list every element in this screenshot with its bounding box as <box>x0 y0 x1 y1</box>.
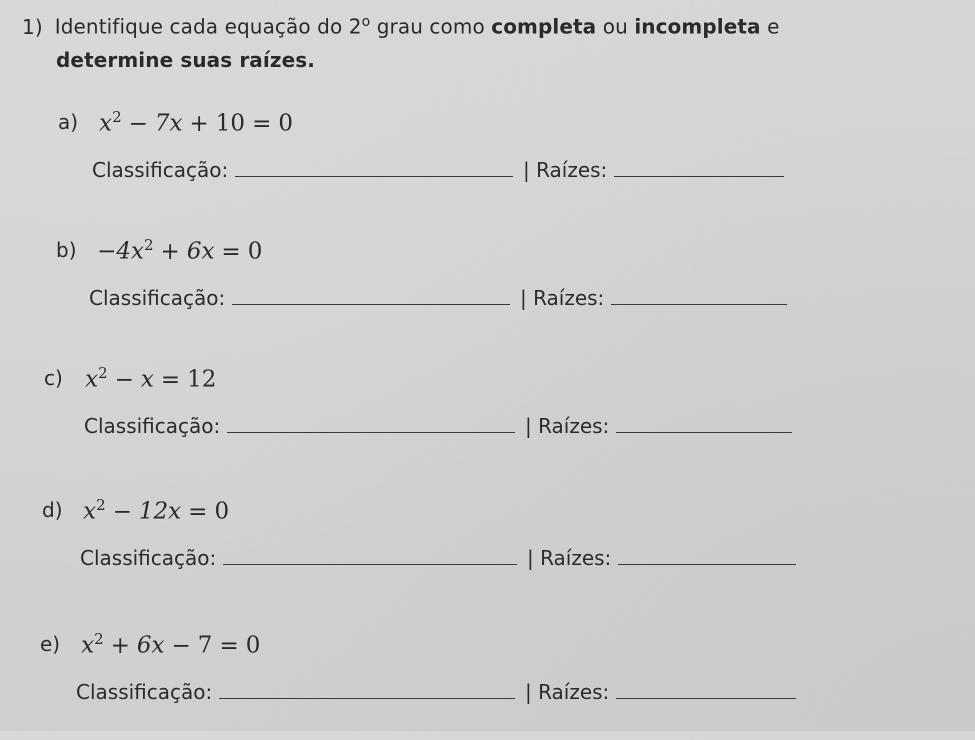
eq-exponent: 2 <box>94 630 104 648</box>
eq-term: 6x <box>186 238 215 265</box>
eq-term: 0 <box>245 632 261 659</box>
item-letter: b) <box>56 238 77 263</box>
eq-exponent: 2 <box>98 364 108 382</box>
item-letter: a) <box>58 110 79 135</box>
classificacao-label: Classificação: <box>92 158 229 182</box>
eq-term: 0 <box>278 110 293 137</box>
eq-operator: + <box>189 110 209 137</box>
eq-term: x <box>140 366 154 393</box>
classificacao-label: Classificação: <box>84 414 221 438</box>
raizes-label: | Raízes: <box>524 680 610 704</box>
equation-row <box>44 364 216 396</box>
eq-equals: = <box>188 498 208 525</box>
classificacao-blank[interactable] <box>235 158 513 177</box>
eq-term: 7x <box>154 110 183 137</box>
eq-term: x <box>81 632 95 659</box>
equation <box>85 364 216 393</box>
eq-term: 12x <box>138 498 182 525</box>
eq-operator: − <box>171 632 191 659</box>
classificacao-blank[interactable] <box>219 680 515 699</box>
statement-text-2: grau como <box>370 14 492 39</box>
raizes-blank[interactable] <box>614 158 784 177</box>
equation <box>83 496 229 525</box>
equation <box>97 236 262 265</box>
equation-row <box>56 236 262 268</box>
eq-equals: = <box>252 110 272 137</box>
raizes-label: | Raízes: <box>526 546 612 570</box>
eq-exponent: 2 <box>112 108 122 126</box>
equation-row <box>40 630 260 662</box>
answer-row <box>84 414 792 438</box>
answer-row <box>92 158 784 182</box>
eq-equals: = <box>221 238 241 265</box>
keyword-completa: completa <box>491 14 597 39</box>
equation <box>81 630 260 659</box>
raizes-label: | Raízes: <box>519 286 605 310</box>
exercise-number: 1) <box>22 14 43 39</box>
eq-operator: − <box>128 110 148 137</box>
degree-number: 2 <box>348 14 362 39</box>
eq-term: 7 <box>197 632 213 659</box>
eq-operator: − <box>112 498 132 525</box>
item-letter: d) <box>42 498 63 523</box>
item-letter: c) <box>44 366 63 391</box>
classificacao-blank[interactable] <box>232 286 510 305</box>
eq-term: 0 <box>247 238 263 265</box>
eq-exponent: 2 <box>143 236 154 254</box>
eq-equals: = <box>160 366 181 393</box>
keyword-incompleta: incompleta <box>634 14 761 39</box>
classificacao-label: Classificação: <box>89 286 226 310</box>
equation <box>99 108 293 137</box>
eq-term: −4x <box>97 238 144 265</box>
eq-exponent: 2 <box>96 496 106 514</box>
raizes-blank[interactable] <box>616 680 796 699</box>
eq-term: 10 <box>215 110 246 137</box>
classificacao-blank[interactable] <box>223 546 517 565</box>
answer-row <box>80 546 796 570</box>
eq-term: 12 <box>187 366 217 393</box>
degree-symbol: o <box>361 14 371 30</box>
raizes-label: | Raízes: <box>522 158 608 182</box>
raizes-label: | Raízes: <box>524 414 610 438</box>
eq-term: x <box>85 366 99 393</box>
eq-operator: + <box>110 632 130 659</box>
exercise-statement <box>22 6 962 77</box>
eq-equals: = <box>219 632 239 659</box>
answer-row <box>76 680 796 704</box>
eq-term: 0 <box>214 498 230 525</box>
classificacao-blank[interactable] <box>227 414 515 433</box>
eq-operator: − <box>114 366 134 393</box>
classificacao-label: Classificação: <box>80 546 217 570</box>
eq-term: 6x <box>136 632 165 659</box>
eq-term: x <box>99 110 113 137</box>
raizes-blank[interactable] <box>611 286 787 305</box>
statement-text-4: e <box>760 14 780 39</box>
equation-row <box>42 496 229 528</box>
raizes-blank[interactable] <box>618 546 796 565</box>
classificacao-label: Classificação: <box>76 680 213 704</box>
equation-row <box>58 108 293 140</box>
eq-operator: + <box>160 238 180 265</box>
statement-line-2: determine suas raízes. <box>56 47 315 72</box>
answer-row <box>89 286 787 310</box>
statement-text-1: Identifique cada equação do <box>54 14 349 39</box>
raizes-blank[interactable] <box>616 414 792 433</box>
eq-term: x <box>83 498 97 525</box>
statement-text-3: ou <box>596 14 635 39</box>
item-letter: e) <box>40 632 61 657</box>
